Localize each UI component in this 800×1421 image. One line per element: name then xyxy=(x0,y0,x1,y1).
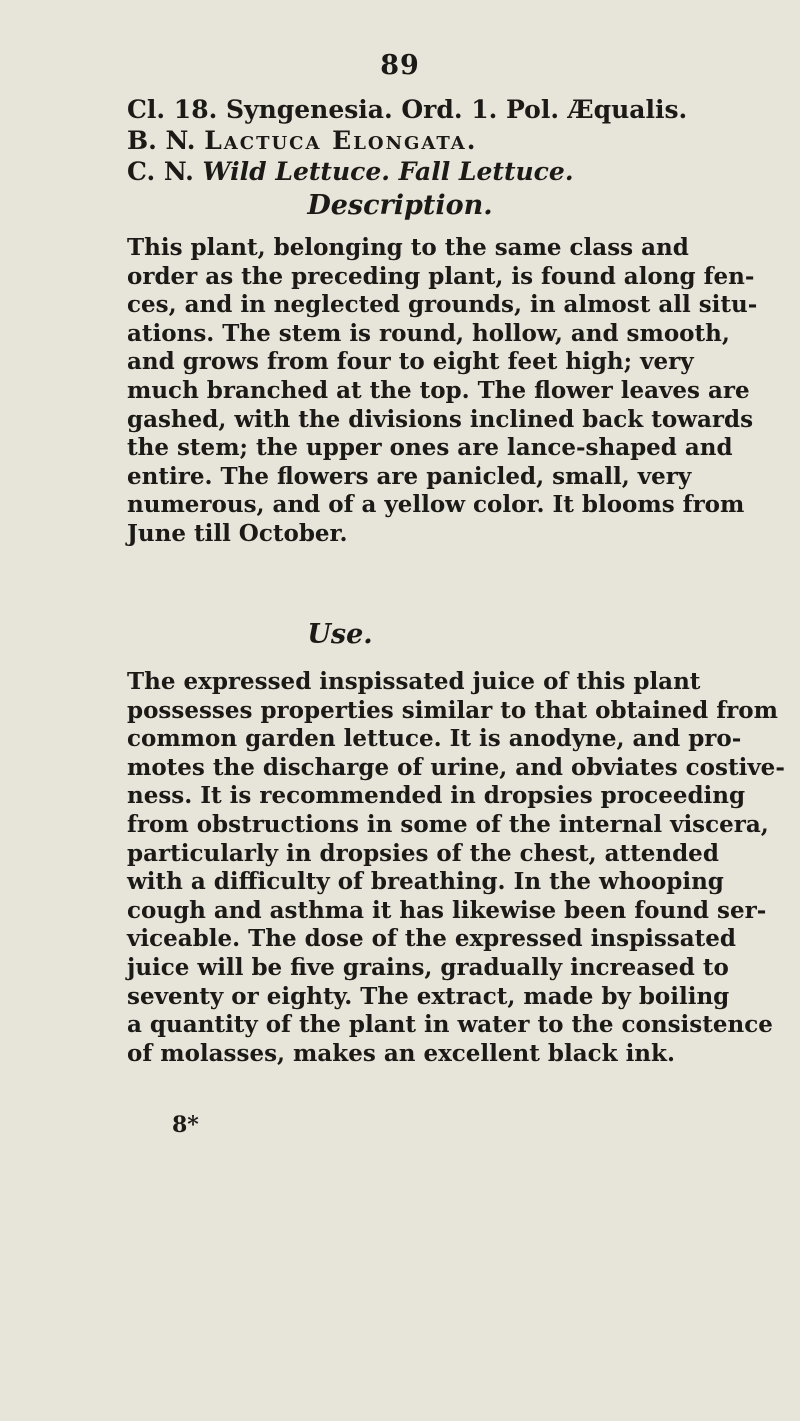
use-line: The expressed inspissated juice of this plant xyxy=(127,668,701,695)
common-name-prefix: C. N. xyxy=(127,157,194,186)
description-line: much branched at the top. The flower leaves are xyxy=(127,376,750,404)
use-line: seventy or eighty. The extract, made by boiling xyxy=(127,982,730,1010)
use-heading: Use. xyxy=(307,619,373,650)
description-line: ces, and in neglected grounds, in almost all situ- xyxy=(127,291,758,319)
use-line: ness. It is recommended in dropsies proceeding xyxy=(127,782,746,810)
botanical-name: Lactuca Elongata. xyxy=(204,126,478,155)
description-line: entire. The flowers are panicled, small, very xyxy=(127,462,692,490)
use-line: cough and asthma it has likewise been found ser- xyxy=(127,896,767,924)
use-line: of molasses, makes an excellent black ink. xyxy=(127,1039,675,1067)
description-line: order as the preceding plant, is found along fen- xyxy=(127,262,755,290)
use-line: common garden lettuce. It is anodyne, and pro- xyxy=(127,725,742,753)
botanical-name-prefix: B. N. xyxy=(127,126,196,155)
plant-header xyxy=(127,94,687,187)
use-line: from obstructions in some of the internal viscera, xyxy=(127,810,769,838)
use-line: particularly in dropsies of the chest, attended xyxy=(127,839,719,867)
use-line: viceable. The dose of the expressed inspissated xyxy=(127,925,736,953)
description-line: the stem; the upper ones are lance-shaped and xyxy=(127,434,733,462)
description-paragraph xyxy=(127,234,758,549)
use-paragraph xyxy=(127,668,785,1068)
description-line: This plant, belonging to the same class and xyxy=(127,234,689,261)
description-line: ations. The stem is round, hollow, and smooth, xyxy=(127,319,730,347)
description-line: gashed, with the divisions inclined back towards xyxy=(127,405,754,433)
use-line: juice will be five grains, gradually increased to xyxy=(127,953,729,981)
botanical-name-line xyxy=(127,125,687,156)
common-name: Wild Lettuce. Fall Lettuce. xyxy=(202,157,574,186)
description-line: and grows from four to eight feet high; very xyxy=(127,348,694,376)
page-number: 89 xyxy=(380,50,420,81)
use-line: possesses properties similar to that obtained from xyxy=(127,696,778,724)
use-line: a quantity of the plant in water to the consistence xyxy=(127,1011,773,1039)
description-line: numerous, and of a yellow color. It blooms from xyxy=(127,491,745,519)
use-line: motes the discharge of urine, and obviates costive- xyxy=(127,753,785,781)
use-line: with a difficulty of breathing. In the whooping xyxy=(127,868,724,896)
common-name-line xyxy=(127,156,687,187)
description-line: June till October. xyxy=(127,519,348,547)
classification-line: Cl. 18. Syngenesia. Ord. 1. Pol. Æqualis. xyxy=(127,95,688,124)
description-heading: Description. xyxy=(307,190,493,221)
signature-mark: 8* xyxy=(172,1112,199,1138)
